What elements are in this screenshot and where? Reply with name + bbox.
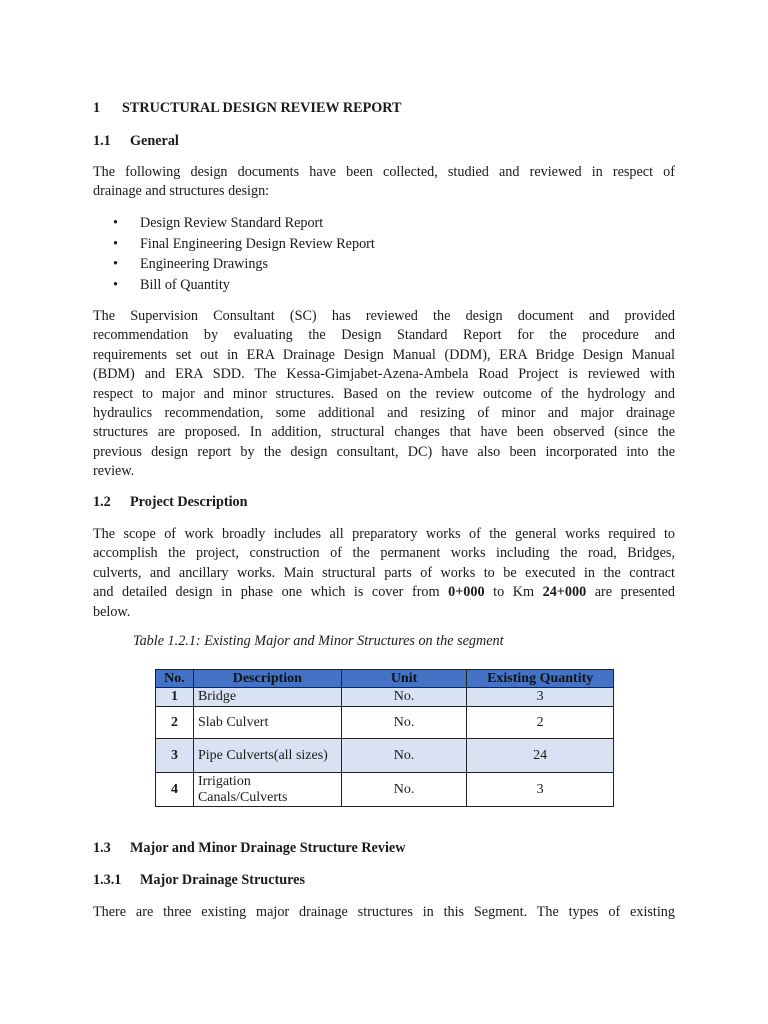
text-fragment: and detailed design in phase one which is cover from bbox=[93, 584, 449, 601]
chainage-start: 0+000 bbox=[448, 584, 485, 601]
list-item-label: Bill of Quantity bbox=[140, 276, 230, 293]
list-item-label: Final Engineering Design Review Report bbox=[140, 235, 375, 252]
cell-quantity: 3 bbox=[467, 773, 614, 807]
cell-no: 4 bbox=[156, 773, 194, 807]
text-line: The following design documents have been collected, studied and reviewed in respect of bbox=[93, 164, 675, 180]
text-line: There are three existing major drainage structures in this Segment. The types of existing bbox=[93, 904, 675, 920]
cell-unit: No. bbox=[341, 773, 467, 807]
section-number: 1.3 bbox=[93, 840, 111, 856]
list-item-label: Engineering Drawings bbox=[140, 256, 269, 273]
cell-unit: No. bbox=[341, 739, 467, 773]
text-line: structures are proposed. In addition, structural changes that have been observed (since the bbox=[93, 424, 675, 441]
text-line: The Supervision Consultant (SC) has reviewed the design document and provided bbox=[93, 308, 675, 324]
cell-unit: No. bbox=[341, 707, 467, 739]
text-line: drainage and structures design: bbox=[93, 183, 270, 200]
text-line: requirements set out in ERA Drainage Design Manual (DDM), ERA Bridge Design Manual bbox=[93, 346, 675, 363]
section-heading-general bbox=[93, 133, 179, 150]
cell-description: Bridge bbox=[193, 688, 341, 707]
document-list bbox=[113, 213, 375, 295]
column-header-description: Description bbox=[193, 670, 341, 688]
text-fragment: are presented bbox=[586, 584, 675, 601]
text-line: previous design report by the design consultant, DC) have also been incorporated into the bbox=[93, 443, 675, 460]
subsection-heading-major-drainage bbox=[93, 872, 305, 889]
table-row bbox=[156, 773, 614, 807]
heading-number: 1 bbox=[93, 100, 101, 116]
section-title: General bbox=[130, 133, 179, 149]
section-number: 1.2 bbox=[93, 494, 111, 510]
table-row bbox=[156, 707, 614, 739]
text-line: culverts, and ancillary works. Main structural parts of works to be executed in the contract bbox=[93, 564, 675, 581]
text-line: review. bbox=[93, 463, 135, 480]
list-item bbox=[113, 213, 375, 234]
cell-no: 3 bbox=[156, 739, 194, 773]
column-header-unit: Unit bbox=[341, 670, 467, 688]
section-heading-project-description bbox=[93, 494, 248, 511]
text-line-chainage bbox=[93, 583, 675, 602]
section-number: 1.3.1 bbox=[93, 872, 122, 888]
heading-title: STRUCTURAL DESIGN REVIEW REPORT bbox=[122, 100, 402, 116]
text-line: below. bbox=[93, 603, 131, 620]
cell-description: Irrigation Canals/Culverts bbox=[193, 773, 341, 807]
section-heading-drainage-review bbox=[93, 840, 405, 857]
table-row bbox=[156, 688, 614, 707]
cell-quantity: 3 bbox=[467, 688, 614, 707]
text-line: The scope of work broadly includes all preparatory works of the general works required to bbox=[93, 526, 675, 542]
table-caption: Table 1.2.1: Existing Major and Minor Structures on the segment bbox=[133, 633, 504, 649]
table-header-row bbox=[156, 670, 614, 688]
cell-quantity: 24 bbox=[467, 739, 614, 773]
table-row bbox=[156, 739, 614, 773]
cell-description: Pipe Culverts(all sizes) bbox=[193, 739, 341, 773]
major-drainage-paragraph bbox=[93, 903, 675, 922]
text-line: respect to major and minor structures. Based on the review outcome of the hydrology and bbox=[93, 385, 675, 402]
list-item bbox=[113, 254, 375, 275]
bullet-icon: • bbox=[113, 235, 118, 252]
text-line: recommendation by evaluating the Design Standard Report for the procedure and bbox=[93, 327, 675, 344]
section-title: Project Description bbox=[130, 494, 248, 510]
bullet-icon: • bbox=[113, 276, 118, 293]
text-line: hydraulics recommendation, some additional and resizing of minor and major drainage bbox=[93, 404, 675, 421]
section-title: Major Drainage Structures bbox=[140, 872, 305, 888]
cell-description: Slab Culvert bbox=[193, 707, 341, 739]
text-fragment: to Km bbox=[484, 584, 543, 601]
cell-no: 1 bbox=[156, 688, 194, 707]
list-item bbox=[113, 275, 375, 296]
supervision-paragraph bbox=[93, 307, 675, 482]
chainage-end: 24+000 bbox=[542, 584, 587, 601]
column-header-no: No. bbox=[156, 670, 194, 688]
list-item-label: Design Review Standard Report bbox=[140, 215, 324, 231]
cell-no: 2 bbox=[156, 707, 194, 739]
bullet-icon: • bbox=[113, 215, 118, 231]
text-line: accomplish the project, construction of the permanent works including the road, Bridges, bbox=[93, 545, 675, 562]
list-item bbox=[113, 234, 375, 255]
report-heading bbox=[93, 100, 402, 117]
intro-paragraph bbox=[93, 163, 675, 202]
column-header-quantity: Existing Quantity bbox=[467, 670, 614, 688]
section-number: 1.1 bbox=[93, 133, 111, 149]
cell-quantity: 2 bbox=[467, 707, 614, 739]
bullet-icon: • bbox=[113, 256, 118, 273]
cell-unit: No. bbox=[341, 688, 467, 707]
scope-paragraph bbox=[93, 525, 675, 622]
section-title: Major and Minor Drainage Structure Review bbox=[130, 840, 406, 856]
text-line: (BDM) and ERA SDD. The Kessa-Gimjabet-Azena-Ambela Road Project is reviewed with bbox=[93, 366, 675, 383]
structures-table bbox=[155, 669, 614, 807]
